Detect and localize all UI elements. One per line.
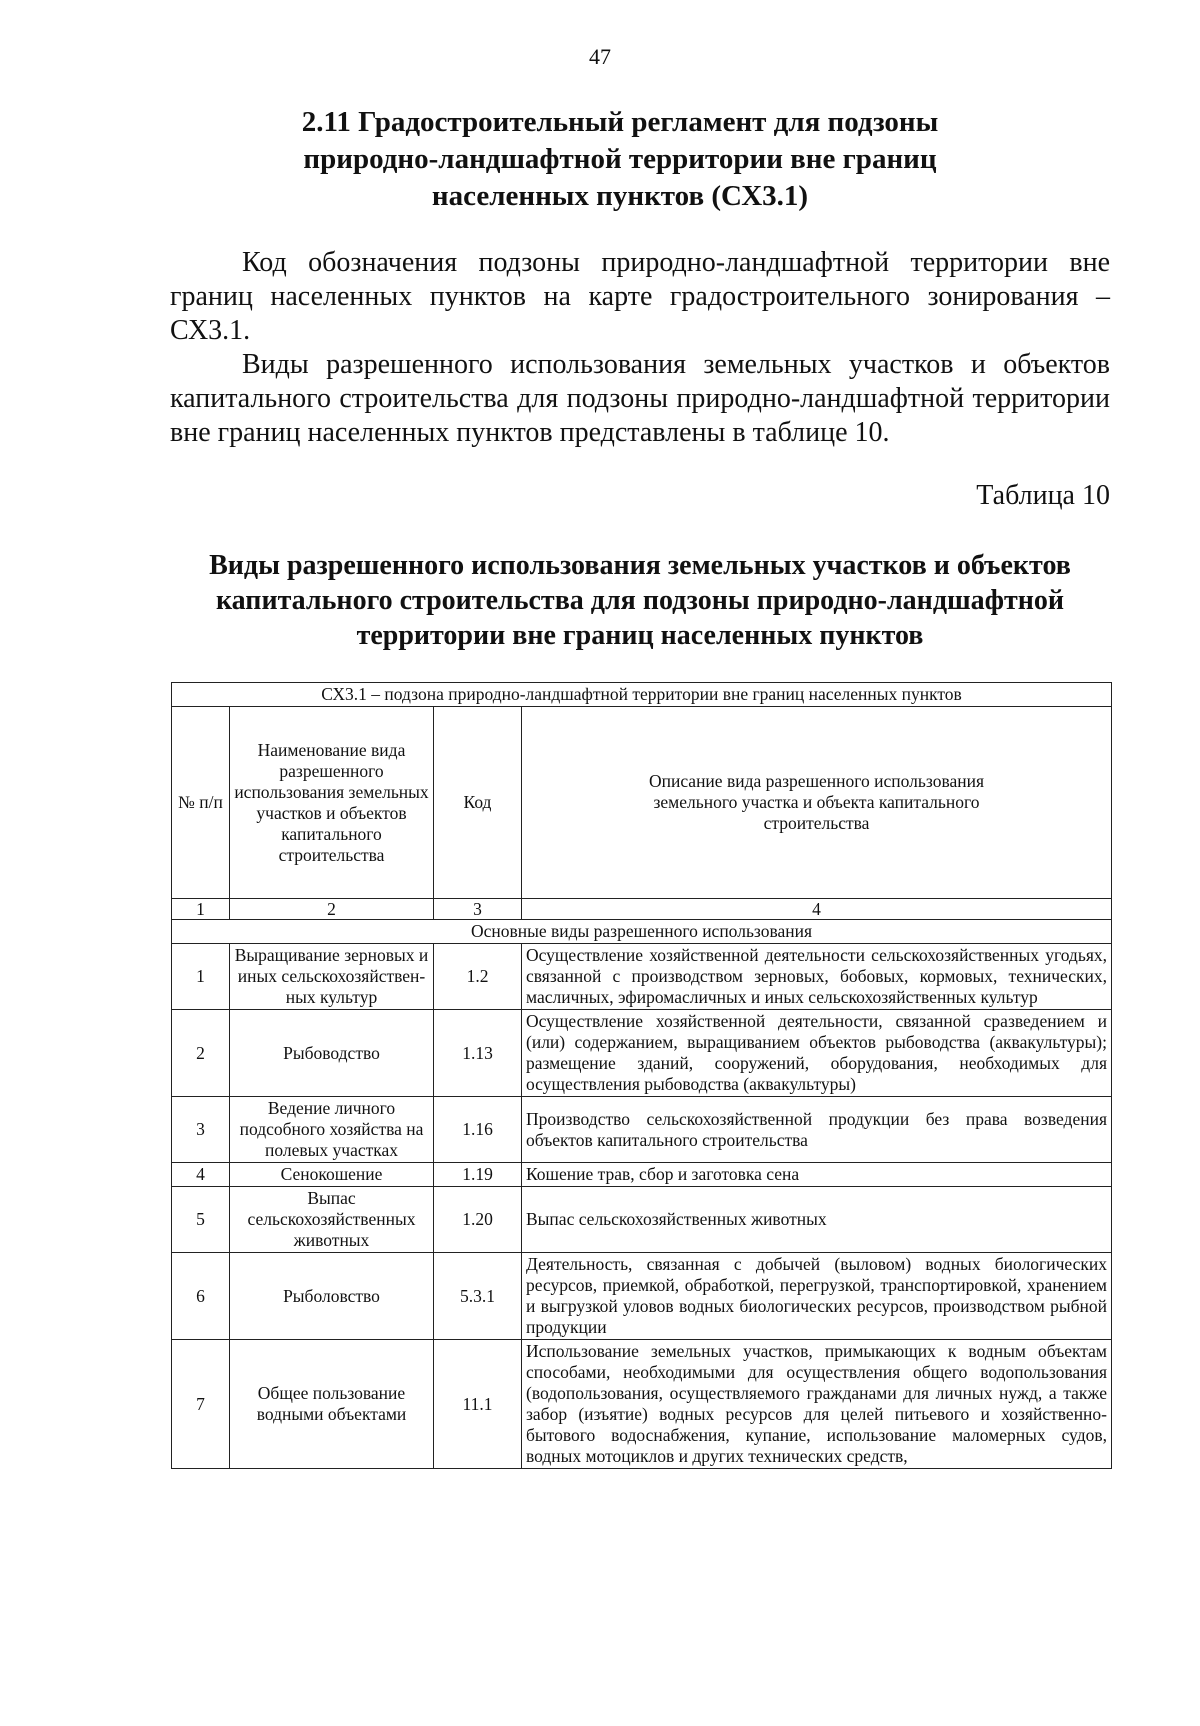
- row-num: 1: [172, 944, 230, 1010]
- table-row: [172, 1187, 1112, 1253]
- header-code: Код: [434, 707, 522, 899]
- row-name: Сенокошение: [230, 1163, 434, 1187]
- column-number: 4: [522, 899, 1112, 920]
- section-heading-line: 2.11 Градостроительный регламент для подзоны: [301, 106, 939, 138]
- table-title-line: Виды разрешенного использования земельных участков и объектов: [209, 550, 1071, 581]
- row-num: 2: [172, 1010, 230, 1097]
- column-number: 1: [172, 899, 230, 920]
- permitted-uses-table: [171, 682, 1112, 1469]
- table-label: Таблица 10: [976, 480, 1110, 511]
- row-code: 1.16: [434, 1097, 522, 1163]
- column-number: 2: [230, 899, 434, 920]
- row-description: Кошение трав, сбор и заготовка сена: [522, 1163, 1112, 1187]
- row-code: 1.2: [434, 944, 522, 1010]
- row-description: Осуществление хозяйственной деятельности сельскохозяйственных угодьях, связанной с производством зерновых, бобовых, кормовых, технических, масличных, эфиромасличных и иных сельскохозяйственных культур: [522, 944, 1112, 1010]
- row-name: Выпас сельскохозяйственных животных: [230, 1187, 434, 1253]
- column-number: 3: [434, 899, 522, 920]
- column-number-row: [172, 899, 1112, 920]
- row-code: 11.1: [434, 1340, 522, 1469]
- row-num: 5: [172, 1187, 230, 1253]
- row-name: Выращивание зерновых и иных сельскохозяйствен-ных культур: [230, 944, 434, 1010]
- section-heading-line: населенных пунктов (СХ3.1): [431, 180, 809, 212]
- row-code: 1.20: [434, 1187, 522, 1253]
- row-name: Рыболовство: [230, 1253, 434, 1340]
- header-description: Описание вида разрешенного использования земельного участка и объекта капитального строительства: [522, 707, 1112, 899]
- row-description: Выпас сельскохозяйственных животных: [522, 1187, 1112, 1253]
- row-num: 4: [172, 1163, 230, 1187]
- table-title: [170, 548, 1110, 653]
- row-description: Использование земельных участков, примыкающих к водным объектам способами, необходимыми для осуществления общего водопользования (водопользования, осуществляемого гражданами для личных нужд, а также забор (изъятие) водных ресурсов для целей питьевого и хозяйственно-бытового водоснабжения, купание, использование маломерных судов, водных мотоциклов и других технических средств,: [522, 1340, 1112, 1469]
- header-num: № п/п: [172, 707, 230, 899]
- row-description: Осуществление хозяйственной деятельности, связанной сразведением и (или) содержанием, выращиванием объектов рыбоводства (аквакультуры); размещение зданий, сооружений, оборудования, необходимых для осуществления рыбоводства (аквакультуры): [522, 1010, 1112, 1097]
- row-description: Производство сельскохозяйственной продукции без права возведения объектов капитального строительства: [522, 1097, 1112, 1163]
- row-description: Деятельность, связанная с добычей (выловом) водных биологических ресурсов, приемкой, обработкой, перегрузкой, транспортировкой, хранением и выгрузкой уловов водных биологических ресурсов, производством рыбной продукции: [522, 1253, 1112, 1340]
- header-name: Наименование вида разрешенного использования земельных участков и объектов капитального строительства: [230, 707, 434, 899]
- group-header-cell: Основные виды разрешенного использования: [172, 920, 1112, 944]
- table-zone-row: [172, 683, 1112, 707]
- page-number: 47: [589, 44, 611, 69]
- table-row: [172, 1163, 1112, 1187]
- paragraph-permitted-uses: Виды разрешенного использования земельных участков и объектов капитального строительства для подзоны природно-ландшафтной территории вне границ населенных пунктов представлены в таблице 10.: [170, 349, 1110, 448]
- row-num: 7: [172, 1340, 230, 1469]
- row-name: Ведение личного подсобного хозяйства на полевых участках: [230, 1097, 434, 1163]
- group-header-row: [172, 920, 1112, 944]
- section-heading-line: природно-ландшафтной территории вне границ: [303, 143, 937, 175]
- row-name: Рыбоводство: [230, 1010, 434, 1097]
- row-name: Общее пользование водными объектами: [230, 1340, 434, 1469]
- section-heading: [240, 104, 1000, 215]
- row-code: 1.13: [434, 1010, 522, 1097]
- table-row: [172, 944, 1112, 1010]
- table-row: [172, 1097, 1112, 1163]
- row-num: 6: [172, 1253, 230, 1340]
- table-row: [172, 1253, 1112, 1340]
- paragraph-zone-code: Код обозначения подзоны природно-ландшафтной территории вне границ населенных пунктов на карте градостроительного зонирования – СХ3.1.: [170, 247, 1110, 346]
- table-header-row: [172, 707, 1112, 899]
- row-num: 3: [172, 1097, 230, 1163]
- table-row: [172, 1010, 1112, 1097]
- row-code: 1.19: [434, 1163, 522, 1187]
- table-title-line: территории вне границ населенных пунктов: [356, 620, 924, 651]
- row-code: 5.3.1: [434, 1253, 522, 1340]
- zone-header-cell: СХ3.1 – подзона природно-ландшафтной территории вне границ населенных пунктов: [172, 683, 1112, 707]
- table-title-line: капитального строительства для подзоны природно-ландшафтной: [215, 585, 1065, 616]
- table-row: [172, 1340, 1112, 1469]
